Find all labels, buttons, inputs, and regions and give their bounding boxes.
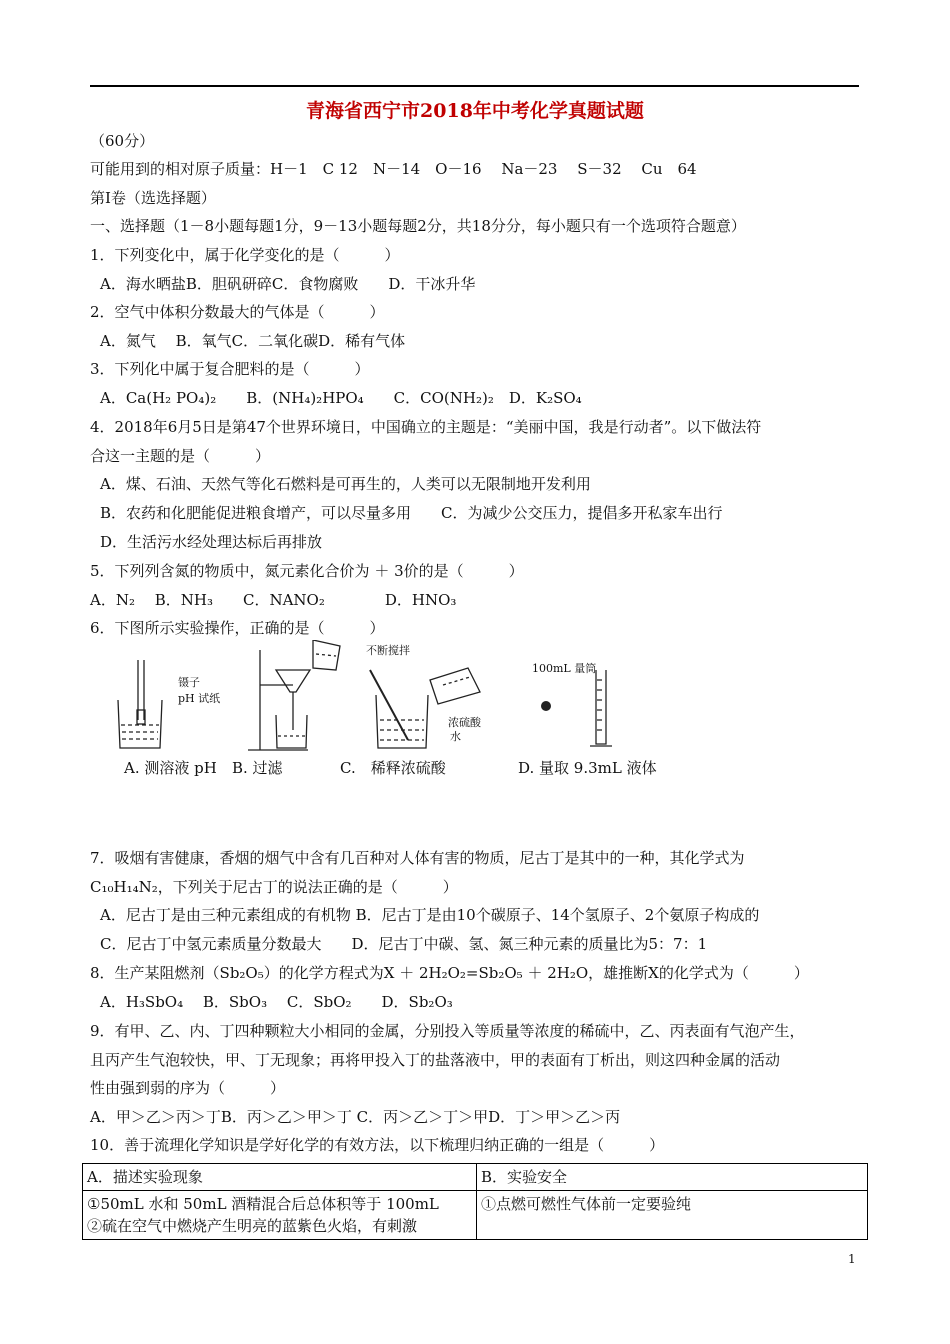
- label-water: 水: [450, 730, 461, 743]
- atomic-mass-line: 可能用到的相对原子质量：H－1 C 12 N－14 O－16 Na－23 S－32 Cu 64: [90, 160, 697, 178]
- question-9-stem-2: 且丙产生气泡较快，甲、丁无现象；再将甲投入丁的盐落液中，甲的表面有丁析出，则这四种金属的活动: [90, 1051, 781, 1069]
- question-8-options: A．H₃SbO₄ B．SbO₃ C．SbO₂ D．Sb₂O₃: [100, 993, 453, 1011]
- question-7-stem-2: C₁₀H₁₄N₂，下列关于尼古丁的说法正确的是（ ）: [90, 878, 458, 896]
- table-b-item-1: ①点燃可燃性气体前一定要验纯: [481, 1195, 692, 1213]
- beaker-b: [276, 715, 307, 748]
- acid-bottle: [430, 668, 480, 704]
- question-9-options: A．甲＞乙＞丙＞丁B．丙＞乙＞甲＞丁 C．丙＞乙＞丁＞甲D．丁＞甲＞乙＞丙: [90, 1108, 621, 1126]
- question-10-stem: 10．善于流理化学知识是学好化学的有效方法，以下梳理归纳正确的一组是（ ）: [90, 1136, 665, 1154]
- pouring-beaker: [313, 640, 340, 670]
- caption-c: C. 稀释浓硫酸: [340, 759, 446, 777]
- table-cell-b-body: [477, 1191, 868, 1240]
- caption-a: A. 测溶液 pH: [124, 759, 217, 777]
- caption-b: B. 过滤: [232, 759, 283, 777]
- table-cell-a-head: A．描述实验现象: [83, 1164, 477, 1191]
- question-4-option-d: D．生活污水经处理达标后再排放: [100, 533, 323, 551]
- experiment-figure: [108, 640, 688, 780]
- question-4-option-bc: B．农药和化肥能促进粮食增产，可以尽量多用 C．为减少公交压力，提倡多开私家车出行: [100, 504, 723, 522]
- funnel: [276, 670, 310, 692]
- question-9-stem-1: 9．有甲、乙、内、丁四种颗粒大小相同的金属，分别投入等质量等浓度的稀硫中，乙、丙表面有气泡产生，: [90, 1022, 805, 1040]
- question-3-stem: 3．下列化中属于复合肥料的是（ ）: [90, 360, 370, 378]
- header-rule: [90, 85, 859, 87]
- question-7-option-cd: C．尼古丁中氢元素质量分数最大 D．尼古丁中碳、氢、氮三种元素的质量比为5：7：1: [100, 935, 708, 953]
- question-1-stem: 1．下列变化中，属于化学变化的是（ ）: [90, 246, 400, 264]
- question-1-options: A．海水晒盐B．胆矾研碎C．食物腐败 D．干冰升华: [100, 275, 476, 293]
- question-2-stem: 2．空气中体积分数最大的气体是（ ）: [90, 303, 385, 321]
- iron-stand: [248, 650, 308, 750]
- question-4-stem-1: 4．2018年6月5日是第47个世界环境日，中国确立的主题是：“美丽中国，我是行动者”。以下做法符: [90, 418, 762, 436]
- question-7-option-ab: A．尼古丁是由三种元素组成的有机物 B．尼古丁是由10个碳原子、14个氢原子、2个氨原子构成的: [100, 906, 760, 924]
- section-heading: 一、选择题（1－8小题每题1分，9－13小题每题2分，共18分分，每小题只有一个选项符合题意）: [90, 217, 746, 235]
- label-acid: 浓硫酸: [448, 716, 481, 729]
- score-note: （60分）: [90, 132, 155, 150]
- table-a-item-2: ②硫在空气中燃烧产生明亮的蓝紫色火焰，有刺激: [87, 1217, 418, 1235]
- page-number: 1: [848, 1252, 856, 1266]
- eye-icon: [541, 701, 551, 711]
- question-5-options: A．N₂ B．NH₃ C．NANO₂ D．HNO₃: [90, 591, 457, 609]
- question-2-options: A．氮气 B．氧气C．二氧化碳D．稀有气体: [100, 332, 406, 350]
- label-tweezers: 镊子: [178, 676, 200, 689]
- question-6-stem: 6．下图所示实验操作，正确的是（ ）: [90, 619, 385, 637]
- label-cylinder: 100mL 量筒: [532, 662, 597, 675]
- caption-d: D. 量取 9.3mL 液体: [518, 759, 657, 777]
- tweezers: [138, 660, 144, 720]
- question-3-options: A．Ca(H₂ PO₄)₂ B．(NH₄)₂HPO₄ C．CO(NH₂)₂ D．K₂SO₄: [100, 389, 582, 407]
- question-10-table: [82, 1163, 868, 1240]
- question-9-stem-3: 性由强到弱的序为（ ）: [90, 1079, 286, 1097]
- question-8-stem: 8．生产某阻燃剂（Sb₂O₅）的化学方程式为X ＋ 2H₂O₂=Sb₂O₅ ＋ 2H₂O，雄推断X的化学式为（ ）: [90, 964, 809, 982]
- question-7-stem-1: 7．吸烟有害健康，香烟的烟气中含有几百种对人体有害的物质，尼古丁是其中的一种，其化学式为: [90, 849, 745, 867]
- question-4-stem-2: 合这一主题的是（ ）: [90, 447, 271, 465]
- measuring-cylinder: [596, 670, 606, 744]
- page-title: 青海省西宁市2018年中考化学真题试题: [306, 100, 644, 122]
- question-5-stem: 5．下列列含氮的物质中，氮元素化合价为 ＋ 3价的是（ ）: [90, 562, 524, 580]
- question-4-option-a: A．煤、石油、天然气等化石燃料是可再生的，人类可以无限制地开发利用: [100, 475, 591, 493]
- table-a-item-1: ①50mL 水和 50mL 酒精混合后总体积等于 100mL: [87, 1195, 439, 1213]
- label-stir: 不断搅拌: [366, 644, 410, 657]
- table-cell-a-body: [83, 1191, 477, 1240]
- label-ph-paper: pH 试纸: [178, 692, 221, 705]
- table-cell-b-head: B．实验安全: [477, 1164, 868, 1191]
- part-heading: 第Ⅰ卷（选选择题）: [90, 189, 216, 207]
